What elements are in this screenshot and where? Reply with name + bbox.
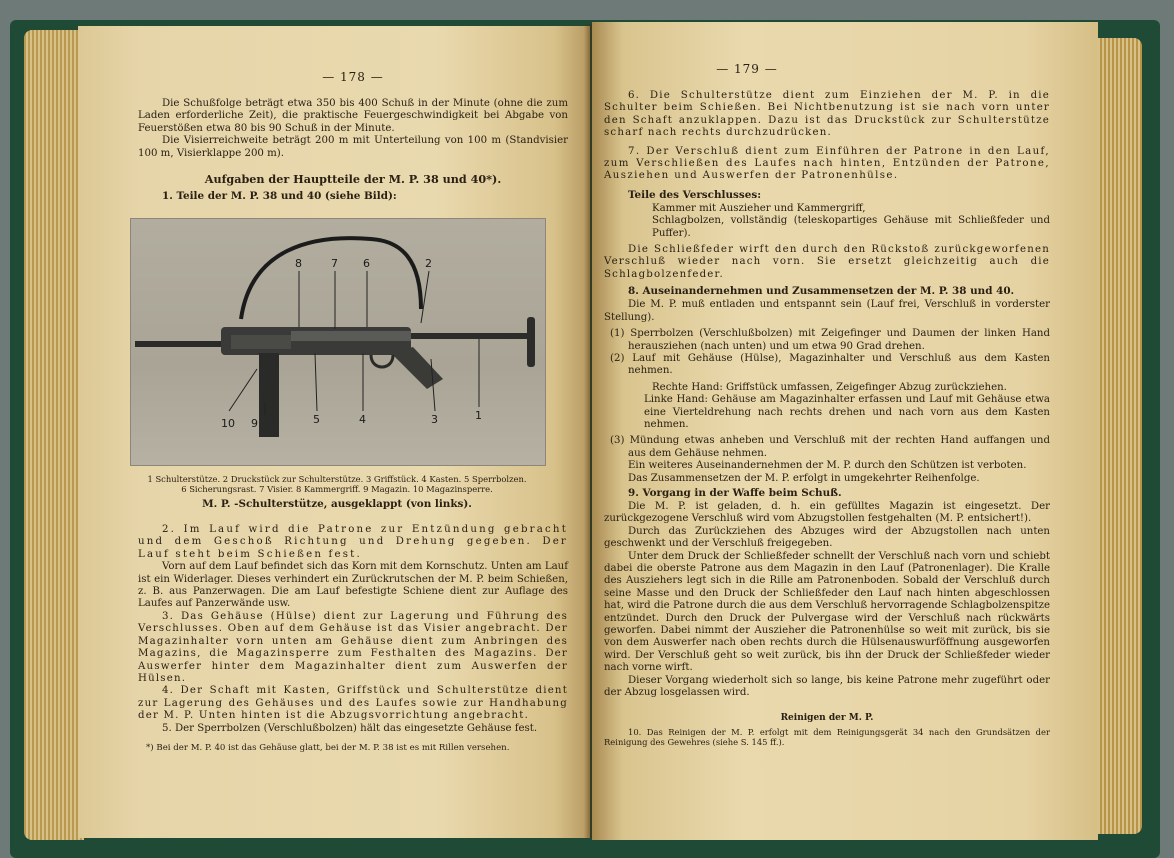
step-item: (3) Mündung etwas anheben und Verschluß mit der rechten Hand auffangen und aus dem Gehäuse nehmen.	[610, 435, 1050, 459]
paragraph: 10. Das Reinigen der M. P. erfolgt mit dem Reinigungsgerät 34 nach den Grundsätzen der Reinigung des Gewehres (siehe S. 145 ff.).	[604, 727, 1050, 748]
paragraph: Dieser Vorgang wiederholt sich so lange, bis keine Patrone mehr zugeführt oder der Abzug losgelassen wird.	[604, 674, 1050, 699]
section-heading: 9. Vorgang in der Waffe beim Schuß.	[628, 486, 842, 499]
figure-label: 1	[475, 409, 482, 423]
paragraph: 5. Der Sperrbolzen (Verschlußbolzen) hält das eingesetzte Gehäuse fest.	[162, 722, 538, 734]
page-number: — 178 —	[322, 70, 384, 84]
section-heading: Aufgaben der Hauptteile der M. P. 38 und 40*).	[204, 172, 502, 187]
figure-label: 7	[331, 257, 338, 271]
mp40-illustration	[131, 219, 545, 465]
figure-title: M. P. -Schulterstütze, ausgeklappt (von links).	[202, 498, 472, 511]
caption-line: 6 Sicherungsrast. 7 Visier. 8 Kammergriff. 9 Magazin. 10 Magazinsperre.	[181, 484, 493, 495]
figure-label: 6	[363, 257, 370, 271]
figure-label: 2	[425, 257, 432, 271]
caption-line: 1 Schulterstütze. 2 Druckstück zur Schulterstütze. 3 Griffstück. 4 Kasten. 5 Sperrbolzen.	[147, 474, 527, 485]
left-page	[78, 26, 590, 838]
figure-label: 5	[313, 413, 320, 427]
figure-label: 10	[221, 417, 235, 431]
paragraph: 7. Der Verschluß dient zum Einführen der Patrone in den Lauf, zum Verschließen des Laufes nach hinten, Entzünden der Patrone, Ausziehen und Auswerfen der Patronenhülse.	[604, 145, 1050, 182]
page-edges-left	[24, 30, 84, 840]
paragraph: Ein weiteres Auseinandernehmen der M. P. durch den Schützen ist verboten.	[628, 460, 1027, 472]
instruction: Rechte Hand: Griffstück umfassen, Zeigefinger Abzug zurückziehen.	[652, 381, 1007, 393]
instruction: Linke Hand: Gehäuse am Magazinhalter erfassen und Lauf mit Gehäuse etwa eine Vierteldrehung nach rechts drehen und nach vorn aus dem Kasten nehmen.	[644, 394, 1050, 430]
parts-item: Schlagbolzen, vollständig (teleskopartiges Gehäuse mit Schließfeder und Puffer).	[652, 215, 1050, 239]
paragraph: Die M. P. ist geladen, d. h. ein gefülltes Magazin ist eingesetzt. Der zurückgezogene Verschluß wird vom Abzugstollen festgehalten (M. P. entsichert!).	[604, 500, 1050, 525]
right-page	[592, 22, 1098, 840]
parts-item: Kammer mit Auszieher und Kammergriff,	[652, 202, 866, 214]
paragraph: 4. Der Schaft mit Kasten, Griffstück und Schulterstütze dient zur Lagerung des Gehäuses und des Laufes sowie zur Handhabung der M. P. Unten hinten ist die Abzugsvorrichtung angebracht.	[138, 685, 568, 722]
section-heading: 8. Auseinandernehmen und Zusammensetzen der M. P. 38 und 40.	[628, 285, 1015, 298]
paragraph: 3. Das Gehäuse (Hülse) dient zur Lagerung und Führung des Verschlusses. Oben auf dem Gehäuse ist das Visier angebracht. Der Magazinhalter vorn unten am Gehäuse dient zum Anbringen des Magazins, die Magazinsperre zum Festhalten des Magazins. Der Auswerfer hinter dem Magazinhalter dient zum Auswerfen der Hülsen.	[138, 610, 568, 684]
paragraph: Die Schließfeder wirft den durch den Rückstoß zurückgeworfenen Verschluß wieder nach vorn. Sie ersetzt gleichzeitig auch die Schlagbolzenfeder.	[604, 244, 1050, 280]
paragraph: Durch das Zurückziehen des Abzuges wird der Abzugstollen nach unten geschwenkt und der Verschluß freigegeben.	[604, 525, 1050, 550]
subheading: 1. Teile der M. P. 38 und 40 (siehe Bild):	[162, 190, 397, 203]
paragraph: 6. Die Schulterstütze dient zum Einziehen der M. P. in die Schulter beim Schießen. Bei Nichtbenutzung ist sie nach vorn unter den Schaft anzuklappen. Dazu ist das Druckstück zur Schulterstütze scharf nach rechts durchzudrücken.	[604, 90, 1050, 139]
paragraph: Die M. P. muß entladen und entspannt sein (Lauf frei, Verschluß in vorderster Stellung).	[604, 299, 1050, 323]
paragraph: Das Zusammensetzen der M. P. erfolgt in umgekehrter Reihenfolge.	[628, 472, 980, 484]
step-item: (2) Lauf mit Gehäuse (Hülse), Magazinhalter und Verschluß aus dem Kasten nehmen.	[610, 352, 1050, 377]
page-number: — 179 —	[716, 62, 778, 76]
paragraph: Unter dem Druck der Schließfeder schnellt der Verschluß nach vorn und schiebt dabei die oberste Patrone aus dem Magazin in den Lauf (Patronenlager). Die Kralle des Ausziehers legt sich in die Rille am Patronenboden. Sobald der Verschluß durch seine Masse und den Druck der Schließfeder den Lauf nach hinten abgeschlossen hat, wird die Patrone durch die aus dem Verschluß hervorragende Schlagbolzenspitze entzündet. Durch den Druck der Pulvergase wird der Verschluß nach rückwärts geworfen. Dabei nimmt der Auszieher die Patronenhülse so weit mit zurück, bis sie von dem Auswerfer nach oben rechts durch die Hülsenauswurföffnung ausgeworfen wird. Der Verschluß geht so weit zurück, bis ihn der Druck der Schließfeder wieder nach vorne wirft.	[604, 550, 1050, 674]
paragraph: Vorn auf dem Lauf befindet sich das Korn mit dem Kornschutz. Unten am Lauf ist ein Widerlager. Dieses verhindert ein Zurückrutschen der M. P. beim Schießen, z. B. aus Panzerwagen. Die am Lauf befestigte Schiene dient zur Auflage des Laufes auf Panzerwände usw.	[138, 561, 568, 610]
figure-label: 9	[251, 417, 258, 431]
figure-label: 8	[295, 257, 302, 271]
figure-label: 4	[359, 413, 366, 427]
step-item: (1) Sperrbolzen (Verschlußbolzen) mit Zeigefinger und Daumen der linken Hand herausziehen (nach unten) und um etwa 90 Grad drehen.	[610, 328, 1050, 352]
weapon-figure	[130, 218, 546, 466]
paragraph: 2. Im Lauf wird die Patrone zur Entzündung gebracht und dem Geschoß Richtung und Drehung gegeben. Der Lauf steht beim Schießen fest.	[138, 524, 568, 560]
parts-title: Teile des Verschlusses:	[628, 188, 762, 201]
section-heading: Reinigen der M. P.	[780, 713, 874, 724]
footnote: *) Bei der M. P. 40 ist das Gehäuse glatt, bei der M. P. 38 ist es mit Rillen versehen.	[146, 742, 510, 753]
figure-label: 3	[431, 413, 438, 427]
paragraph: Die Schußfolge beträgt etwa 350 bis 400 Schuß in der Minute (ohne die zum Laden erforderliche Zeit), die praktische Feuergeschwindigkeit bei Abgabe von Feuerstößen etwa 80 bis 90 Schuß in der Minute.	[138, 98, 568, 134]
paragraph: Die Visierreichweite beträgt 200 m mit Unterteilung von 100 m (Standvisier 100 m, Visierklappe 200 m).	[138, 135, 568, 159]
figure-caption	[130, 474, 544, 494]
